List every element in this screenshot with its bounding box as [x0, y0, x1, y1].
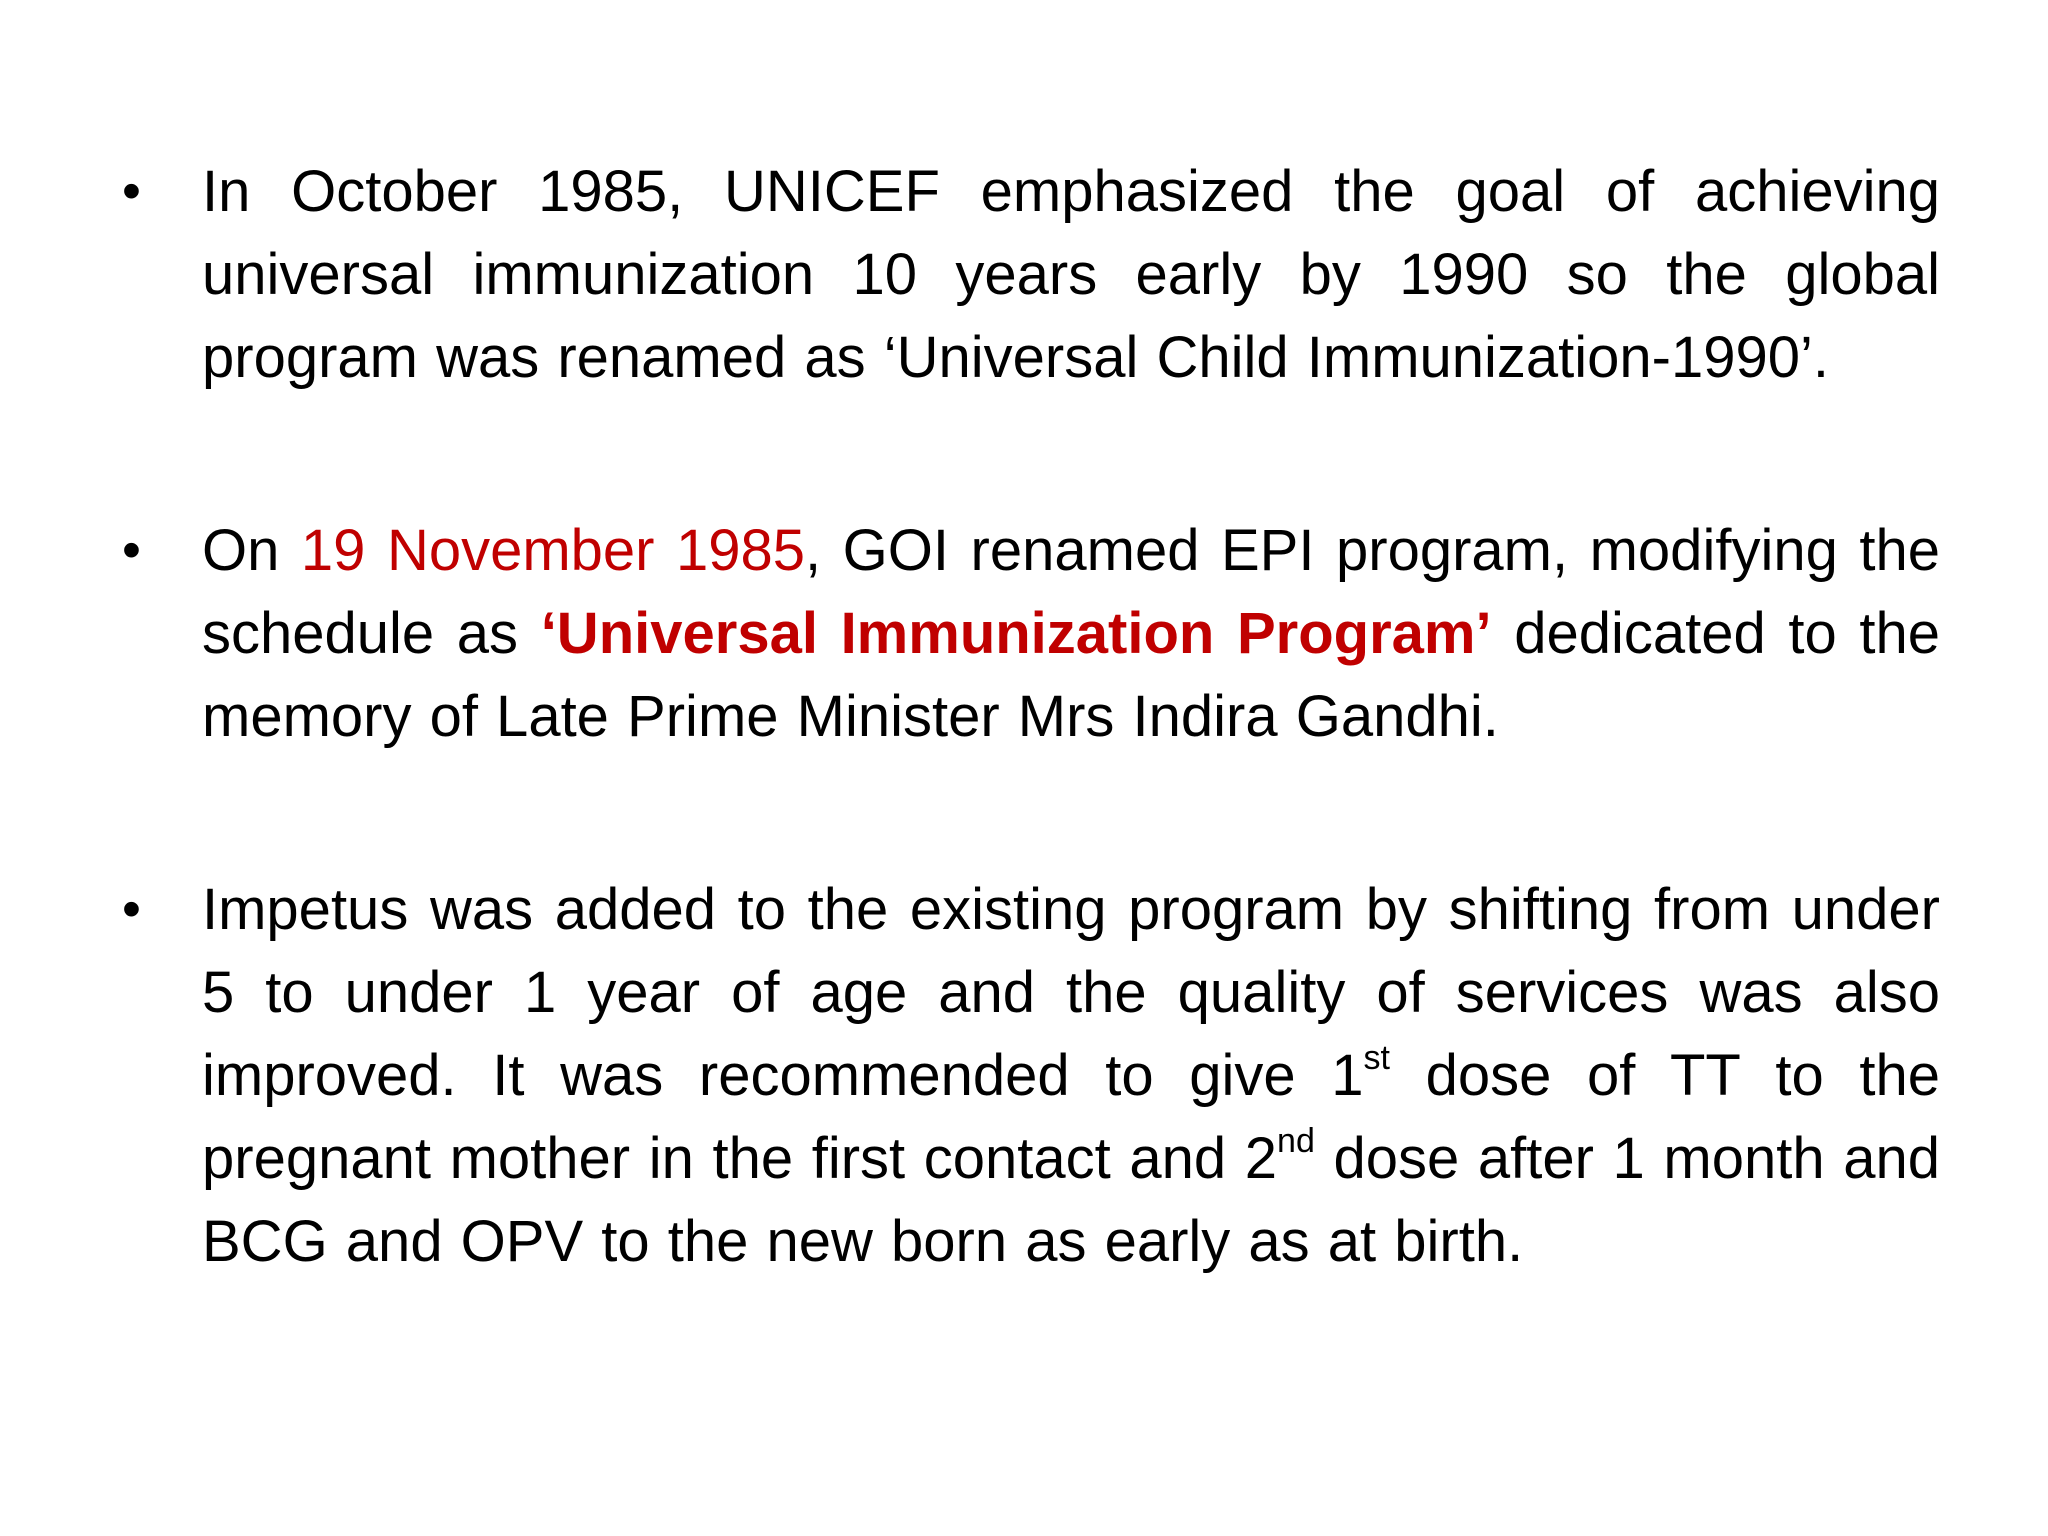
- bullet-dot-icon: •: [122, 879, 141, 939]
- bullet-text: dedicated to the memory of Late Prime Minister Mrs Indira Gandhi.: [202, 601, 1941, 749]
- ordinal-suffix: nd: [1277, 1121, 1315, 1160]
- highlight-program-name: ‘Universal Immunization Program’: [540, 601, 1492, 666]
- ordinal-suffix: st: [1363, 1038, 1390, 1077]
- bullet-text: In October 1985, UNICEF emphasized the goal of achieving universal immunization 10 years early by 1990 so the global program was renamed as ‘Universal Child Immunization-1990’.: [202, 159, 1940, 390]
- bullet-text: On: [202, 518, 301, 583]
- bullet-dot-icon: •: [122, 520, 141, 580]
- bullet-text: , GOI renamed EPI program, modifying the schedule as: [202, 518, 1940, 666]
- highlight-date: 19 November 1985: [300, 518, 806, 583]
- bullet-text: dose of TT to the pregnant mother in the first contact and 2: [202, 1043, 1940, 1191]
- bullet-item-unicef: [120, 150, 1940, 399]
- bullet-dot-icon: •: [122, 161, 141, 221]
- bullet-item-uip: [120, 509, 1940, 758]
- bullet-text: dose after 1 month and BCG and OPV to the new born as early as at birth.: [202, 1126, 1940, 1274]
- bullet-item-impetus: [120, 868, 1940, 1283]
- bullet-text: Impetus was added to the existing program by shifting from under 5 to under 1 year of age and the quality of services was also improved. It was recommended to give 1: [202, 877, 1940, 1108]
- bullet-list: [120, 150, 1940, 1283]
